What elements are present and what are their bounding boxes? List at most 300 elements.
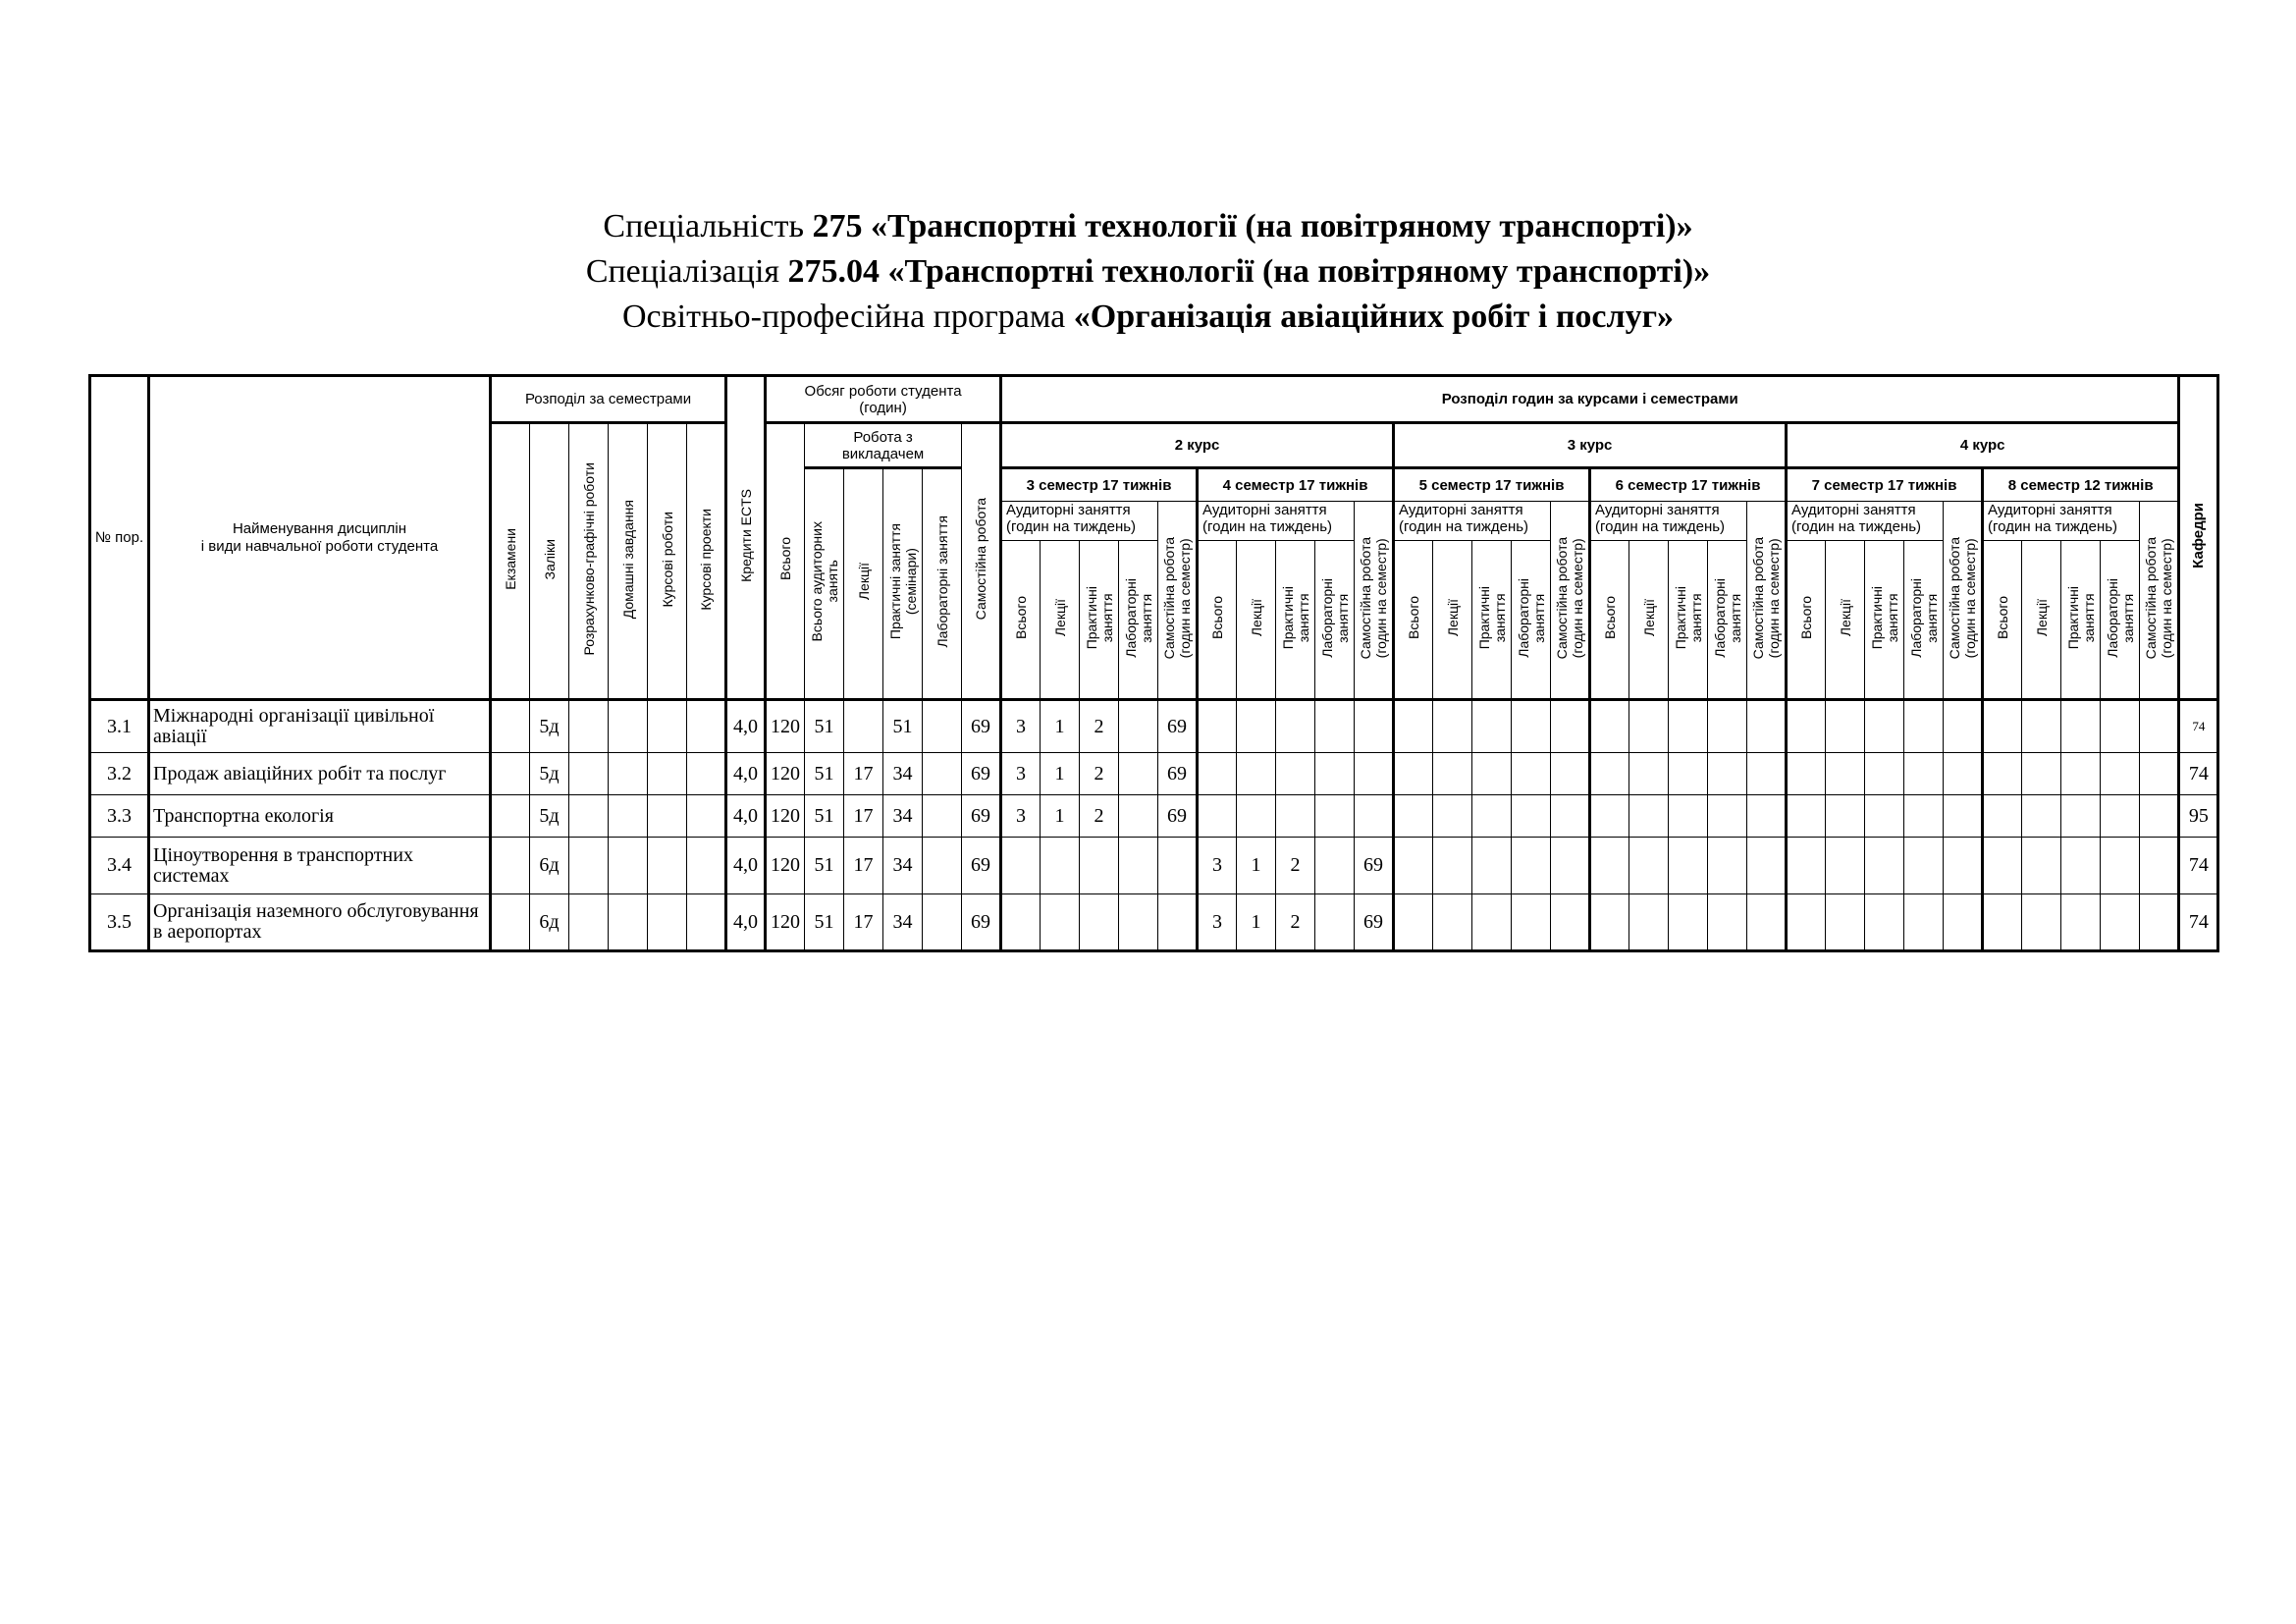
cell-exams [491, 795, 530, 838]
cell-sem-self [2140, 894, 2179, 951]
cell-sem-lectures [1629, 795, 1669, 838]
cell-sem-self [1551, 753, 1590, 795]
cell-sem-lab [1708, 894, 1747, 951]
cell-sem-lectures [1237, 700, 1276, 753]
cell-exams [491, 838, 530, 894]
cell-sem-lectures [1433, 795, 1472, 838]
cell-sem-total [1198, 700, 1237, 753]
header-sub-self: Самостійна робота (годин на семестр) [1551, 502, 1590, 700]
header-sub-lectures: Лекції [1629, 541, 1669, 700]
cell-course-projects [687, 753, 726, 795]
cell-sem-total [1983, 795, 2022, 838]
cell-sem-practical [1669, 838, 1708, 894]
cell-sem-lab [1708, 700, 1747, 753]
cell-total-aud: 51 [805, 838, 844, 894]
cell-sem-self: 69 [1158, 700, 1198, 753]
cell-ects: 4,0 [726, 753, 766, 795]
table-row [90, 894, 2218, 951]
cell-sem-lectures [1433, 894, 1472, 951]
cell-lab [923, 700, 962, 753]
cell-sem-total: 3 [1001, 700, 1041, 753]
cell-sem-practical [1865, 753, 1904, 795]
cell-sem-total [1394, 795, 1433, 838]
cell-sem-lab [1119, 795, 1158, 838]
header-sub-lectures: Лекції [1433, 541, 1472, 700]
header-kafedry: Кафедри [2179, 376, 2218, 700]
cell-sem-self [2140, 838, 2179, 894]
cell-lab [923, 894, 962, 951]
cell-sem-lectures [1826, 894, 1865, 951]
cell-sem-self: 69 [1355, 894, 1394, 951]
title-specialty-name: 275 «Транспортні технології (на повітряному транспорті)» [812, 208, 1693, 244]
cell-sem-self [1551, 700, 1590, 753]
cell-kafedra: 95 [2179, 795, 2218, 838]
cell-sem-total [1787, 894, 1826, 951]
cell-sem-practical [1472, 838, 1512, 894]
header-sub-self: Самостійна робота (годин на семестр) [1944, 502, 1983, 700]
header-distribution: Розподіл за семестрами [491, 376, 726, 423]
header-aud-week: Аудиторні заняття (годин на тиждень) [1001, 502, 1158, 541]
cell-sem-total [1394, 838, 1433, 894]
header-sub-self: Самостійна робота (годин на семестр) [1158, 502, 1198, 700]
cell-sem-total [1198, 795, 1237, 838]
cell-sem-total [1590, 700, 1629, 753]
header-sub-lectures: Лекції [2022, 541, 2061, 700]
cell-kafedra: 74 [2179, 838, 2218, 894]
cell-sem-self [1944, 838, 1983, 894]
cell-sem-lectures [1433, 700, 1472, 753]
cell-sem-lectures [1433, 838, 1472, 894]
cell-sem-practical [1865, 795, 1904, 838]
header-sub-lab: Лабораторні заняття [1512, 541, 1551, 700]
cell-sem-lectures: 1 [1237, 894, 1276, 951]
discipline-name: Продаж авіаційних робіт та послуг [149, 753, 491, 795]
cell-kafedra: 74 [2179, 753, 2218, 795]
cell-sem-self [1158, 838, 1198, 894]
cell-practical: 51 [883, 700, 923, 753]
cell-kafedra: 74 [2179, 894, 2218, 951]
cell-sem-practical [1669, 894, 1708, 951]
cell-sem-total [1590, 838, 1629, 894]
header-sub-lab: Лабораторні заняття [1119, 541, 1158, 700]
cell-self: 69 [962, 753, 1001, 795]
header-course-3: 3 курс [1394, 423, 1787, 468]
header-lab: Лабораторні заняття [923, 468, 962, 700]
cell-sem-practical [1472, 700, 1512, 753]
cell-total-aud: 51 [805, 894, 844, 951]
cell-sem-lab [1904, 795, 1944, 838]
cell-sem-lab [1512, 894, 1551, 951]
cell-sem-self [1158, 894, 1198, 951]
cell-sem-practical [2061, 894, 2101, 951]
cell-sem-self: 69 [1158, 753, 1198, 795]
document-title [0, 204, 2296, 340]
cell-sem-lectures [1826, 753, 1865, 795]
header-sub-practical: Практичні заняття [1472, 541, 1512, 700]
cell-calc-graphic [569, 795, 609, 838]
cell-sem-lab [2101, 894, 2140, 951]
cell-sem-lab [1904, 838, 1944, 894]
cell-sem-lab [1708, 795, 1747, 838]
cell-sem-total [1983, 894, 2022, 951]
cell-total: 120 [766, 753, 805, 795]
cell-sem-total [1787, 795, 1826, 838]
cell-sem-total [1001, 838, 1041, 894]
cell-tests: 6д [530, 838, 569, 894]
header-by-courses: Розподіл годин за курсами і семестрами [1001, 376, 2179, 423]
cell-sem-lab [2101, 795, 2140, 838]
cell-sem-lab [1512, 700, 1551, 753]
header-course-4: 4 курс [1787, 423, 2179, 468]
header-sub-lectures: Лекції [1826, 541, 1865, 700]
header-sub-self: Самостійна робота (годин на семестр) [1355, 502, 1394, 700]
cell-sem-total [1198, 753, 1237, 795]
cell-course-projects [687, 838, 726, 894]
cell-sem-practical: 2 [1276, 838, 1315, 894]
cell-practical: 34 [883, 894, 923, 951]
title-program-name: «Організація авіаційних робіт і послуг» [1073, 298, 1675, 335]
header-sub-practical: Практичні заняття [1276, 541, 1315, 700]
cell-exams [491, 700, 530, 753]
header-sub-total: Всього [1198, 541, 1237, 700]
cell-sem-lab [1315, 838, 1355, 894]
header-semester-3: 3 семестр 17 тижнів [1001, 468, 1198, 502]
cell-homework [609, 838, 648, 894]
cell-sem-lectures [1237, 753, 1276, 795]
cell-self: 69 [962, 700, 1001, 753]
cell-lab [923, 838, 962, 894]
header-with-teacher: Робота з викладачем [805, 423, 962, 468]
cell-sem-practical [1865, 838, 1904, 894]
cell-sem-self [1747, 894, 1787, 951]
cell-sem-lectures [1041, 894, 1080, 951]
cell-sem-practical [1865, 700, 1904, 753]
cell-lectures [844, 700, 883, 753]
cell-calc-graphic [569, 753, 609, 795]
cell-tests: 6д [530, 894, 569, 951]
header-aud-week: Аудиторні заняття (годин на тиждень) [1787, 502, 1944, 541]
cell-sem-lab [2101, 753, 2140, 795]
cell-ects: 4,0 [726, 894, 766, 951]
cell-practical: 34 [883, 838, 923, 894]
cell-total: 120 [766, 700, 805, 753]
header-course-projects: Курсові проекти [687, 423, 726, 700]
header-course-works: Курсові роботи [648, 423, 687, 700]
title-specialization [0, 249, 2296, 295]
cell-sem-self [1944, 894, 1983, 951]
cell-homework [609, 753, 648, 795]
cell-self: 69 [962, 894, 1001, 951]
cell-homework [609, 795, 648, 838]
cell-sem-self [2140, 795, 2179, 838]
cell-sem-practical [1472, 753, 1512, 795]
cell-sem-lab [1512, 795, 1551, 838]
cell-sem-total: 3 [1198, 838, 1237, 894]
header-sub-practical: Практичні заняття [2061, 541, 2101, 700]
header-semester-4: 4 семестр 17 тижнів [1198, 468, 1394, 502]
header-sub-total: Всього [1590, 541, 1629, 700]
cell-sem-practical [1080, 838, 1119, 894]
cell-sem-lab [1904, 753, 1944, 795]
header-semester-6: 6 семестр 17 тижнів [1590, 468, 1787, 502]
header-sub-practical: Практичні заняття [1080, 541, 1119, 700]
cell-sem-lectures [1629, 700, 1669, 753]
cell-sem-total: 3 [1001, 795, 1041, 838]
cell-sem-total [1787, 838, 1826, 894]
header-exams: Екзамени [491, 423, 530, 700]
cell-total: 120 [766, 795, 805, 838]
cell-sem-total [1983, 700, 2022, 753]
cell-sem-self: 69 [1355, 838, 1394, 894]
cell-course-projects [687, 894, 726, 951]
cell-tests: 5д [530, 753, 569, 795]
cell-tests: 5д [530, 795, 569, 838]
cell-calc-graphic [569, 838, 609, 894]
header-semester-8: 8 семестр 12 тижнів [1983, 468, 2179, 502]
row-number: 3.5 [90, 894, 149, 951]
cell-sem-lectures [1629, 894, 1669, 951]
header-sub-total: Всього [1001, 541, 1041, 700]
cell-sem-self [1747, 795, 1787, 838]
header-homework: Домашні завдання [609, 423, 648, 700]
header-calc-graphic: Розрахунково-графічні роботи [569, 423, 609, 700]
cell-sem-lectures [2022, 753, 2061, 795]
cell-sem-lab [1512, 838, 1551, 894]
header-sub-total: Всього [1394, 541, 1433, 700]
cell-lectures: 17 [844, 894, 883, 951]
cell-sem-lectures [1433, 753, 1472, 795]
header-sub-lab: Лабораторні заняття [1315, 541, 1355, 700]
cell-sem-lectures [1629, 753, 1669, 795]
cell-sem-lectures: 1 [1237, 838, 1276, 894]
cell-sem-lab [1708, 753, 1747, 795]
cell-sem-lab [1904, 700, 1944, 753]
title-specialty-prefix: Спеціальність [603, 208, 813, 244]
title-specialization-prefix: Спеціалізація [585, 253, 788, 290]
cell-sem-lectures [1041, 838, 1080, 894]
cell-sem-total [1983, 838, 2022, 894]
header-aud-week: Аудиторні заняття (годин на тиждень) [1394, 502, 1551, 541]
row-number: 3.1 [90, 700, 149, 753]
header-tests: Заліки [530, 423, 569, 700]
cell-lab [923, 795, 962, 838]
header-total-aud: Всього аудиторних занять [805, 468, 844, 700]
cell-sem-total [1394, 700, 1433, 753]
header-semester-5: 5 семестр 17 тижнів [1394, 468, 1590, 502]
curriculum-table [88, 374, 2219, 952]
cell-sem-self [1747, 838, 1787, 894]
table-row [90, 795, 2218, 838]
cell-sem-lab [2101, 700, 2140, 753]
cell-sem-practical [2061, 753, 2101, 795]
cell-course-works [648, 700, 687, 753]
cell-sem-lab [1119, 753, 1158, 795]
header-sub-lab: Лабораторні заняття [1708, 541, 1747, 700]
cell-self: 69 [962, 795, 1001, 838]
cell-sem-self [1551, 838, 1590, 894]
cell-course-works [648, 753, 687, 795]
header-sub-total: Всього [1787, 541, 1826, 700]
discipline-name: Транспортна екологія [149, 795, 491, 838]
cell-sem-practical [2061, 700, 2101, 753]
cell-sem-practical [1276, 753, 1315, 795]
row-number: 3.4 [90, 838, 149, 894]
cell-sem-lectures [1629, 838, 1669, 894]
header-sub-lectures: Лекції [1237, 541, 1276, 700]
cell-course-works [648, 795, 687, 838]
title-program [0, 295, 2296, 340]
cell-sem-practical [1669, 700, 1708, 753]
cell-sem-lectures [2022, 700, 2061, 753]
cell-sem-lab [1904, 894, 1944, 951]
header-sub-self: Самостійна робота (годин на семестр) [1747, 502, 1787, 700]
header-sub-lectures: Лекції [1041, 541, 1080, 700]
discipline-name: Міжнародні організації цивільної авіації [149, 700, 491, 753]
cell-sem-total: 3 [1001, 753, 1041, 795]
cell-sem-lectures [1237, 795, 1276, 838]
cell-lectures: 17 [844, 795, 883, 838]
cell-sem-self [1551, 894, 1590, 951]
cell-ects: 4,0 [726, 795, 766, 838]
cell-sem-lectures [2022, 838, 2061, 894]
cell-lectures: 17 [844, 753, 883, 795]
cell-practical: 34 [883, 753, 923, 795]
cell-sem-lectures [1826, 795, 1865, 838]
cell-sem-self [1551, 795, 1590, 838]
cell-sem-practical [1276, 795, 1315, 838]
cell-sem-self [1944, 753, 1983, 795]
cell-total: 120 [766, 838, 805, 894]
row-number: 3.3 [90, 795, 149, 838]
row-number: 3.2 [90, 753, 149, 795]
cell-total: 120 [766, 894, 805, 951]
header-practical: Практичні заняття (семінари) [883, 468, 923, 700]
cell-sem-lab [1315, 753, 1355, 795]
cell-sem-self [2140, 700, 2179, 753]
cell-self: 69 [962, 838, 1001, 894]
cell-sem-lectures: 1 [1041, 795, 1080, 838]
cell-sem-lab [1315, 795, 1355, 838]
cell-sem-lab [1119, 894, 1158, 951]
header-self: Самостійна робота [962, 423, 1001, 700]
cell-sem-total: 3 [1198, 894, 1237, 951]
cell-practical: 34 [883, 795, 923, 838]
cell-sem-practical [1472, 795, 1512, 838]
header-total: Всього [766, 423, 805, 700]
cell-sem-self [1355, 753, 1394, 795]
cell-sem-total [1787, 753, 1826, 795]
header-sub-self: Самостійна робота (годин на семестр) [2140, 502, 2179, 700]
cell-sem-lectures [2022, 795, 2061, 838]
header-aud-week: Аудиторні заняття (годин на тиждень) [1198, 502, 1355, 541]
cell-sem-lab [1315, 894, 1355, 951]
cell-sem-lectures [1826, 700, 1865, 753]
discipline-name: Організація наземного обслуговування в аеропортах [149, 894, 491, 951]
cell-sem-lab [1315, 700, 1355, 753]
cell-sem-practical [1865, 894, 1904, 951]
cell-sem-practical: 2 [1276, 894, 1315, 951]
cell-sem-total [1394, 753, 1433, 795]
cell-homework [609, 894, 648, 951]
cell-sem-lab [2101, 838, 2140, 894]
table-row [90, 838, 2218, 894]
header-semester-7: 7 семестр 17 тижнів [1787, 468, 1983, 502]
header-sub-lab: Лабораторні заняття [2101, 541, 2140, 700]
cell-sem-total [1394, 894, 1433, 951]
cell-sem-self [2140, 753, 2179, 795]
cell-sem-total [1787, 700, 1826, 753]
header-name: Найменування дисциплін і види навчальної роботи студента [149, 376, 491, 700]
header-sub-practical: Практичні заняття [1865, 541, 1904, 700]
cell-calc-graphic [569, 894, 609, 951]
cell-sem-self [1747, 700, 1787, 753]
cell-total-aud: 51 [805, 700, 844, 753]
cell-tests: 5д [530, 700, 569, 753]
cell-course-projects [687, 700, 726, 753]
discipline-name: Ціноутворення в транспортних системах [149, 838, 491, 894]
header-sub-total: Всього [1983, 541, 2022, 700]
cell-sem-practical [2061, 795, 2101, 838]
title-specialty [0, 204, 2296, 249]
cell-exams [491, 753, 530, 795]
cell-sem-lectures: 1 [1041, 753, 1080, 795]
table-row [90, 753, 2218, 795]
cell-sem-practical [2061, 838, 2101, 894]
cell-sem-lab [1708, 838, 1747, 894]
header-sub-practical: Практичні заняття [1669, 541, 1708, 700]
cell-sem-total [1590, 894, 1629, 951]
cell-sem-self [1355, 700, 1394, 753]
cell-sem-lab [1119, 700, 1158, 753]
cell-sem-lectures [2022, 894, 2061, 951]
cell-sem-lab [1512, 753, 1551, 795]
header-ects: Кредити ECTS [726, 376, 766, 700]
cell-sem-self [1944, 700, 1983, 753]
cell-sem-lectures [1826, 838, 1865, 894]
header-lectures: Лекції [844, 468, 883, 700]
header-sub-lab: Лабораторні заняття [1904, 541, 1944, 700]
cell-sem-practical: 2 [1080, 795, 1119, 838]
cell-sem-practical: 2 [1080, 700, 1119, 753]
header-aud-week: Аудиторні заняття (годин на тиждень) [1983, 502, 2140, 541]
cell-course-works [648, 838, 687, 894]
table-row [90, 700, 2218, 753]
cell-course-projects [687, 795, 726, 838]
cell-sem-total [1983, 753, 2022, 795]
header-num: № пор. [90, 376, 149, 700]
cell-homework [609, 700, 648, 753]
cell-sem-practical [1472, 894, 1512, 951]
cell-lectures: 17 [844, 838, 883, 894]
header-volume: Обсяг роботи студента (годин) [766, 376, 1001, 423]
cell-sem-lectures: 1 [1041, 700, 1080, 753]
cell-kafedra: 74 [2179, 700, 2218, 753]
cell-ects: 4,0 [726, 838, 766, 894]
cell-sem-total [1001, 894, 1041, 951]
cell-sem-practical: 2 [1080, 753, 1119, 795]
cell-total-aud: 51 [805, 753, 844, 795]
cell-lab [923, 753, 962, 795]
title-program-prefix: Освітньо-професійна програма [621, 298, 1074, 335]
cell-exams [491, 894, 530, 951]
cell-sem-self [1747, 753, 1787, 795]
cell-total-aud: 51 [805, 795, 844, 838]
cell-sem-total [1590, 753, 1629, 795]
cell-sem-self: 69 [1158, 795, 1198, 838]
cell-sem-practical [1276, 700, 1315, 753]
cell-course-works [648, 894, 687, 951]
cell-sem-lab [1119, 838, 1158, 894]
